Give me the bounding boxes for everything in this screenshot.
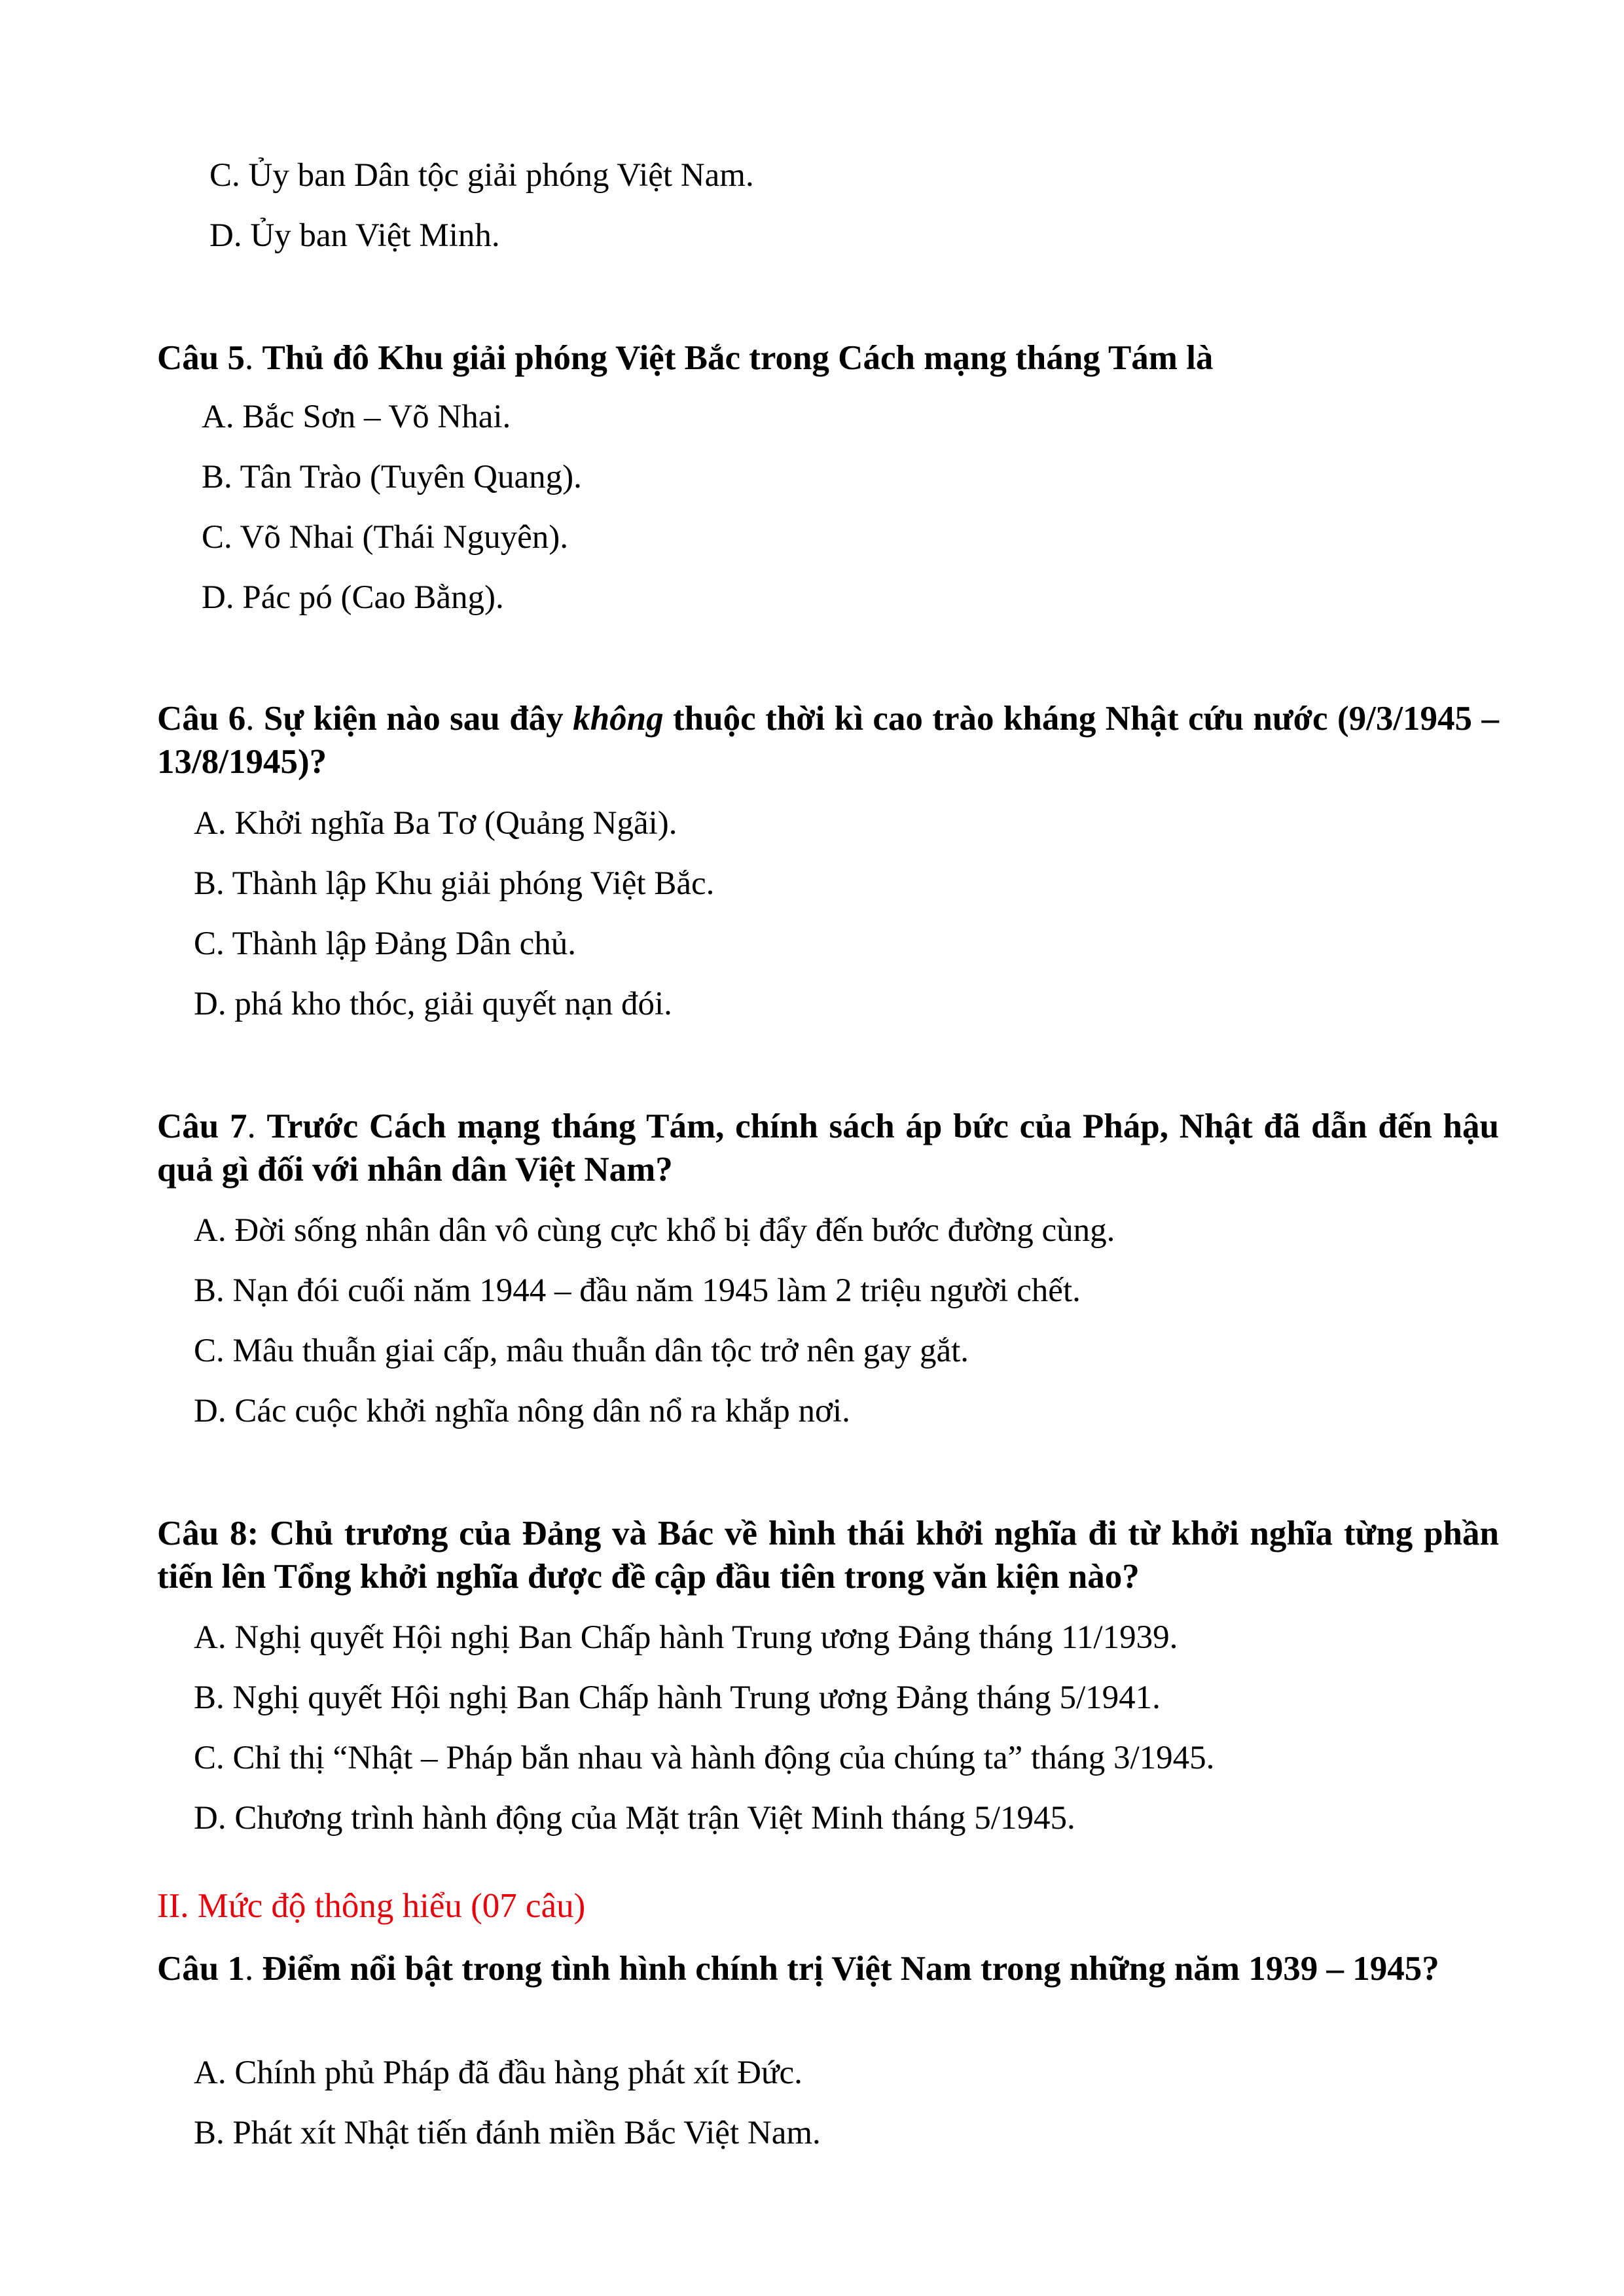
- prev-option-d: D. Ủy ban Việt Minh.: [209, 217, 500, 254]
- section2-question-1: [157, 1947, 1499, 1990]
- question-text: Chủ trương của Đảng và Bác về hình thái khởi nghĩa đi từ khởi nghĩa từng phần tiến lên Tổng khởi nghĩa được đề cập đầu tiên trong văn kiện nào?: [157, 1515, 1499, 1596]
- q8-option-b: B. Nghị quyết Hội nghị Ban Chấp hành Trung ương Đảng tháng 5/1941.: [194, 1679, 1161, 1716]
- question-8: [157, 1512, 1499, 1598]
- question-text: Trước Cách mạng tháng Tám, chính sách áp bức của Pháp, Nhật đã dẫn đến hậu quả gì đối với nhân dân Việt Nam?: [157, 1107, 1499, 1189]
- q5-option-a: A. Bắc Sơn – Võ Nhai.: [202, 399, 511, 435]
- prev-option-c: C. Ủy ban Dân tộc giải phóng Việt Nam.: [209, 157, 754, 194]
- question-sep: .: [247, 1107, 267, 1145]
- s2q1-option-b: B. Phát xít Nhật tiến đánh miền Bắc Việt Nam.: [194, 2115, 821, 2151]
- q6-option-c: C. Thành lập Đảng Dân chủ.: [194, 925, 577, 962]
- question-number: Câu 1: [157, 1950, 245, 1988]
- question-7: [157, 1105, 1499, 1191]
- q8-option-c: C. Chỉ thị “Nhật – Pháp bắn nhau và hành động của chúng ta” tháng 3/1945.: [194, 1740, 1215, 1776]
- q6-option-d: D. phá kho thóc, giải quyết nạn đói.: [194, 986, 672, 1022]
- q7-option-d: D. Các cuộc khởi nghĩa nông dân nổ ra khắp nơi.: [194, 1393, 850, 1429]
- q6-option-b: B. Thành lập Khu giải phóng Việt Bắc.: [194, 865, 715, 902]
- q6-option-a: A. Khởi nghĩa Ba Tơ (Quảng Ngãi).: [194, 805, 677, 842]
- question-text: Thủ đô Khu giải phóng Việt Bắc trong Cách mạng tháng Tám là: [262, 339, 1214, 377]
- q5-option-c: C. Võ Nhai (Thái Nguyên).: [202, 519, 568, 556]
- question-sep: .: [245, 1950, 262, 1988]
- q8-option-a: A. Nghị quyết Hội nghị Ban Chấp hành Trung ương Đảng tháng 11/1939.: [194, 1619, 1178, 1656]
- question-text: Điểm nổi bật trong tình hình chính trị Việt Nam trong những năm 1939 – 1945?: [262, 1950, 1439, 1988]
- question-number: Câu 7: [157, 1107, 247, 1145]
- section-heading: II. Mức độ thông hiểu (07 câu): [157, 1887, 586, 1925]
- q5-option-b: B. Tân Trào (Tuyên Quang).: [202, 459, 582, 495]
- question-5: [157, 336, 1499, 380]
- q7-option-b: B. Nạn đói cuối năm 1944 – đầu năm 1945 làm 2 triệu người chết.: [194, 1272, 1081, 1309]
- question-emphasis: không: [573, 700, 664, 738]
- question-text-part: thuộc thời kì cao trào kháng Nhật cứu nước (9/3/1945 – 13/8/1945)?: [157, 700, 1499, 781]
- question-sep: .: [245, 339, 262, 377]
- q7-option-c: C. Mâu thuẫn giai cấp, mâu thuẫn dân tộc trở nên gay gắt.: [194, 1333, 969, 1369]
- question-sep: .: [245, 700, 264, 738]
- s2q1-option-a: A. Chính phủ Pháp đã đầu hàng phát xít Đức.: [194, 2054, 803, 2091]
- question-number: Câu 5: [157, 339, 245, 377]
- q8-option-d: D. Chương trình hành động của Mặt trận Việt Minh tháng 5/1945.: [194, 1800, 1075, 1837]
- question-text-part: Sự kiện nào sau đây: [263, 700, 573, 738]
- question-number: Câu 6: [157, 700, 246, 738]
- question-6: [157, 697, 1499, 783]
- q7-option-a: A. Đời sống nhân dân vô cùng cực khổ bị đẩy đến bước đường cùng.: [194, 1212, 1115, 1249]
- q5-option-d: D. Pác pó (Cao Bằng).: [202, 579, 504, 616]
- question-number: Câu 8:: [157, 1515, 259, 1552]
